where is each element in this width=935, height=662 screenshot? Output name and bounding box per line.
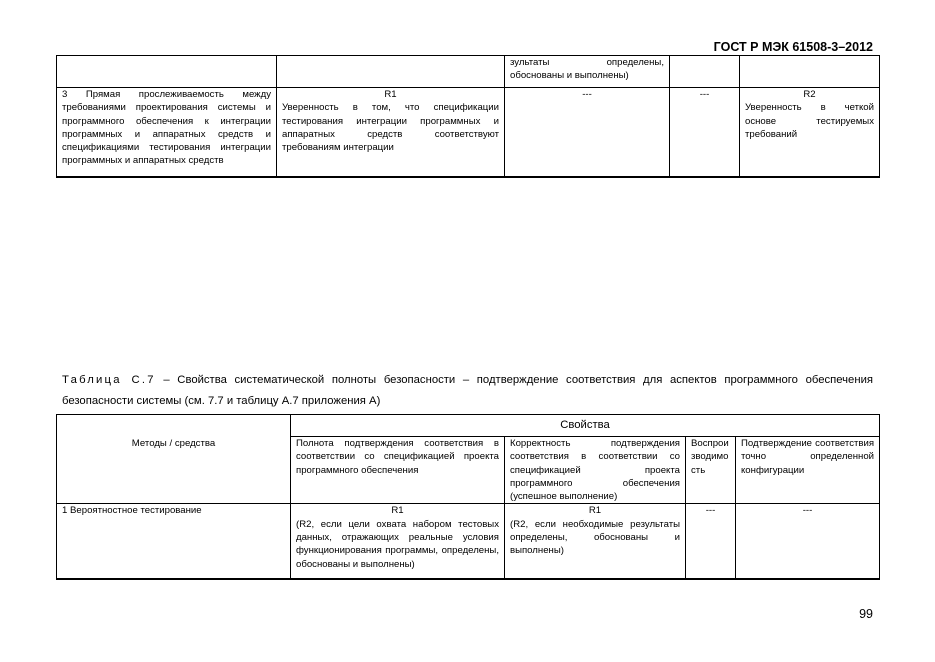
page-number: 99 [859,607,873,621]
table-cell: --- [670,88,740,178]
rating-note: Уверенность в четкой основе тестируемых требований [745,102,874,140]
table-header-row [57,415,880,437]
rating-label: R1 [588,505,602,517]
properties-header: Свойства [291,415,880,437]
column-header: Воспроизводимость [686,437,736,504]
table-caption [62,370,873,412]
table-row [57,504,880,580]
table-cell [740,88,880,178]
table-cell [291,504,505,580]
rating-note: (R2, если цели охвата набором тестовых данных, отражающих реальные условия функционирования программы, определены, обоснованы и выполнены) [296,518,499,570]
table-cell: --- [736,504,880,580]
table-cell: зультаты определены, обоснованы и выполнены) [505,56,670,88]
document-header: ГОСТ Р МЭК 61508-3–2012 [713,40,873,54]
rating-label: R2 [803,89,816,100]
table-cell: --- [686,504,736,580]
method-cell: 3 Прямая прослеживаемость между требованиями проектирования системы и программного обеспечения к интеграции программных и аппаратных средств и спецификациями тестирования интеграции программных и аппаратных средств [57,88,277,178]
top-table-continuation [56,55,880,178]
table-cell [277,88,505,178]
rating-note: Уверенность в том, что спецификации тестирования интеграции программных и аппаратных средств соответствуют требованиям интеграции [282,102,499,154]
column-header: Корректность подтверждения соответствия в соответствии со спецификацией проекта программного обеспечения (успешное выполнение) [505,437,686,504]
column-header: Подтверждение соответствия точно определенной конфигурации [736,437,880,504]
table-cell [505,504,686,580]
table-row [57,88,880,178]
rating-label: R1 [391,505,404,517]
method-cell: 1 Вероятностное тестирование [57,504,291,580]
table-caption-text: – Свойства систематической полноты безопасности – подтверждение соответствия для аспектов программного обеспечения безопасности системы (см. 7.7 и таблицу А.7 приложения А) [62,374,873,407]
column-header: Полнота подтверждения соответствия в соответствии со спецификацией проекта программного обеспечения [291,437,505,504]
methods-header: Методы / средства [57,415,291,504]
table-c7 [56,414,880,580]
table-caption-label: Таблица С.7 [62,374,156,386]
rating-note: (R2, если необходимые результаты определены, обоснованы и выполнены) [510,518,680,557]
table-cell: --- [505,88,670,178]
table-row [57,56,880,88]
rating-label: R1 [384,89,397,100]
